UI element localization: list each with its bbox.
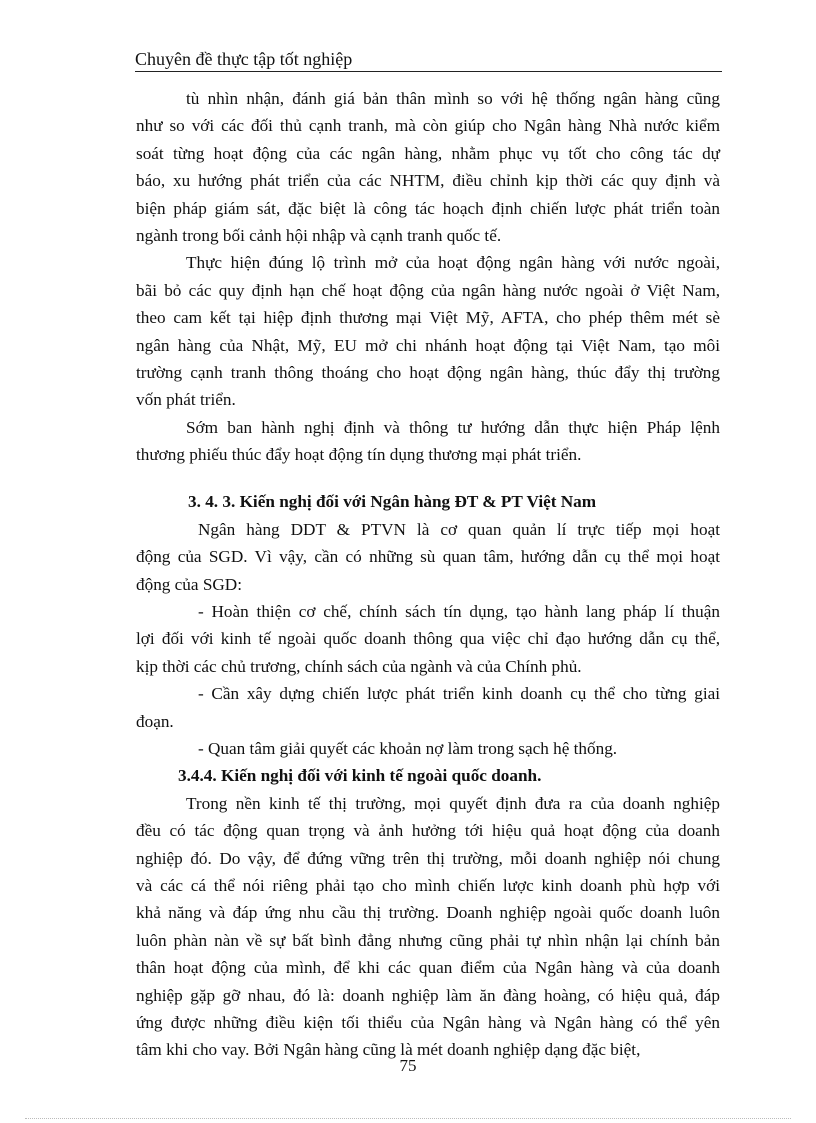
page-header: Chuyên đề thực tập tốt nghiệp — [135, 48, 722, 72]
bullet-item-3 — [136, 735, 720, 762]
text-line: động của SGD. Vì vậy, cần có những sù quan tâm, hướng dẫn cụ thể mọi hoạt — [136, 547, 720, 567]
page-number: 75 — [399, 1056, 417, 1075]
text-line: tâm khi cho vay. Bởi Ngân hàng cũng là mét doanh nghiệp dạng đặc biệt, — [136, 1040, 641, 1060]
bullet-item-1 — [136, 598, 720, 680]
text-line: theo cam kết tại hiệp định thương mại Việt Mỹ, AFTA, cho phép thêm mét sè — [136, 308, 720, 328]
page-body — [136, 85, 720, 1064]
text-line: như so với các đối thủ cạnh tranh, mà còn giúp cho Ngân hàng Nhà nước kiểm — [136, 116, 720, 136]
paragraph-1 — [136, 85, 720, 249]
section-gap — [136, 468, 720, 488]
text-line: vốn phát triển. — [136, 390, 236, 410]
section-heading-3-4-3: 3. 4. 3. Kiến nghị đối với Ngân hàng ĐT & PT Việt Nam — [188, 492, 597, 512]
text-line: động của SGD: — [136, 574, 242, 594]
text-line: bãi bỏ các quy định hạn chế hoạt động của ngân hàng nước ngoài ở Việt Nam, — [136, 280, 720, 300]
text-line: soát từng hoạt động của các ngân hàng, nhằm phục vụ tốt cho công tác dự — [136, 143, 720, 163]
text-line: đều có tác động quan trọng và ảnh hưởng tới hiệu quả hoạt động của doanh — [136, 821, 720, 841]
text-line: Sớm ban hành nghị định và thông tư hướng dẫn thực hiện Pháp lệnh — [186, 417, 720, 437]
paragraph-3 — [136, 414, 720, 469]
text-line: ngành trong bối cảnh hội nhập và cạnh tranh quốc tế. — [136, 225, 502, 245]
text-line: - Cần xây dựng chiến lược phát triển kinh doanh cụ thể cho từng giai — [198, 684, 720, 704]
text-line: Ngân hàng DDT & PTVN là cơ quan quản lí trực tiếp mọi hoạt — [198, 519, 720, 539]
text-line: kịp thời các chủ trương, chính sách của ngành và của Chính phủ. — [136, 656, 582, 676]
text-line: nghiệp gặp gỡ nhau, đó là: doanh nghiệp làm ăn đàng hoàng, có hiệu quả, đáp — [136, 985, 720, 1005]
text-line: - Quan tâm giải quyết các khoản nợ làm trong sạch hệ thống. — [198, 738, 618, 758]
text-line: nghiệp đó. Do vậy, để đứng vững trên thị trường, mỗi doanh nghiệp nói chung — [136, 848, 720, 868]
page-bottom-divider — [25, 1118, 791, 1119]
text-line: luôn phàn nàn về sự bất bình đẳng nhưng cũng phải tự nhìn nhận lại chính bản — [136, 930, 720, 950]
text-line: đoạn. — [136, 711, 174, 731]
text-line: Trong nền kinh tế thị trường, mọi quyết định đưa ra của doanh nghiệp — [186, 793, 720, 813]
text-line: tù nhìn nhận, đánh giá bản thân mình so với hệ thống ngân hàng cũng — [186, 89, 720, 108]
text-line: Thực hiện đúng lộ trình mở của hoạt động ngân hàng với nước ngoài, — [186, 253, 720, 273]
text-line: báo, xu hướng phát triển của các NHTM, điều chỉnh kịp thời các quy định và — [136, 171, 720, 191]
section-heading-3-4-4: 3.4.4. Kiến nghị đối với kinh tế ngoài quốc doanh. — [178, 766, 542, 786]
text-line: thân hoạt động của mình, để khi các quan điểm của Ngân hàng và của doanh — [136, 958, 720, 978]
text-line: và các cá thể nói riêng phải tạo cho mình chiến lược kinh doanh phù hợp với — [136, 875, 720, 895]
paragraph-4 — [136, 516, 720, 598]
text-line: - Hoàn thiện cơ chế, chính sách tín dụng, tạo hành lang pháp lí thuận — [198, 602, 720, 622]
text-line: ứng được những điều kiện tối thiểu của Ngân hàng và Ngân hàng có thể yên — [136, 1012, 720, 1032]
text-line: lợi đối với kinh tế ngoài quốc doanh thông qua việc chỉ đạo hướng dẫn cụ thể, — [136, 629, 720, 649]
paragraph-5 — [136, 790, 720, 1064]
text-line: khả năng và đáp ứng nhu cầu thị trường. Doanh nghiệp ngoài quốc doanh luôn — [136, 903, 720, 923]
text-line: biện pháp giám sát, đặc biệt là công tác hoạch định chiến lược phát triển toàn — [136, 198, 720, 218]
paragraph-2 — [136, 249, 720, 413]
bullet-item-2 — [136, 680, 720, 735]
text-line: thương phiếu thúc đẩy hoạt động tín dụng thương mại phát triển. — [136, 445, 582, 465]
text-line: ngân hàng của Nhật, Mỹ, EU mở chi nhánh hoạt động tại Việt Nam, tạo môi — [136, 335, 720, 355]
text-line: trường cạnh tranh thông thoáng cho hoạt động ngân hàng, thúc đẩy thị trường — [136, 362, 720, 382]
